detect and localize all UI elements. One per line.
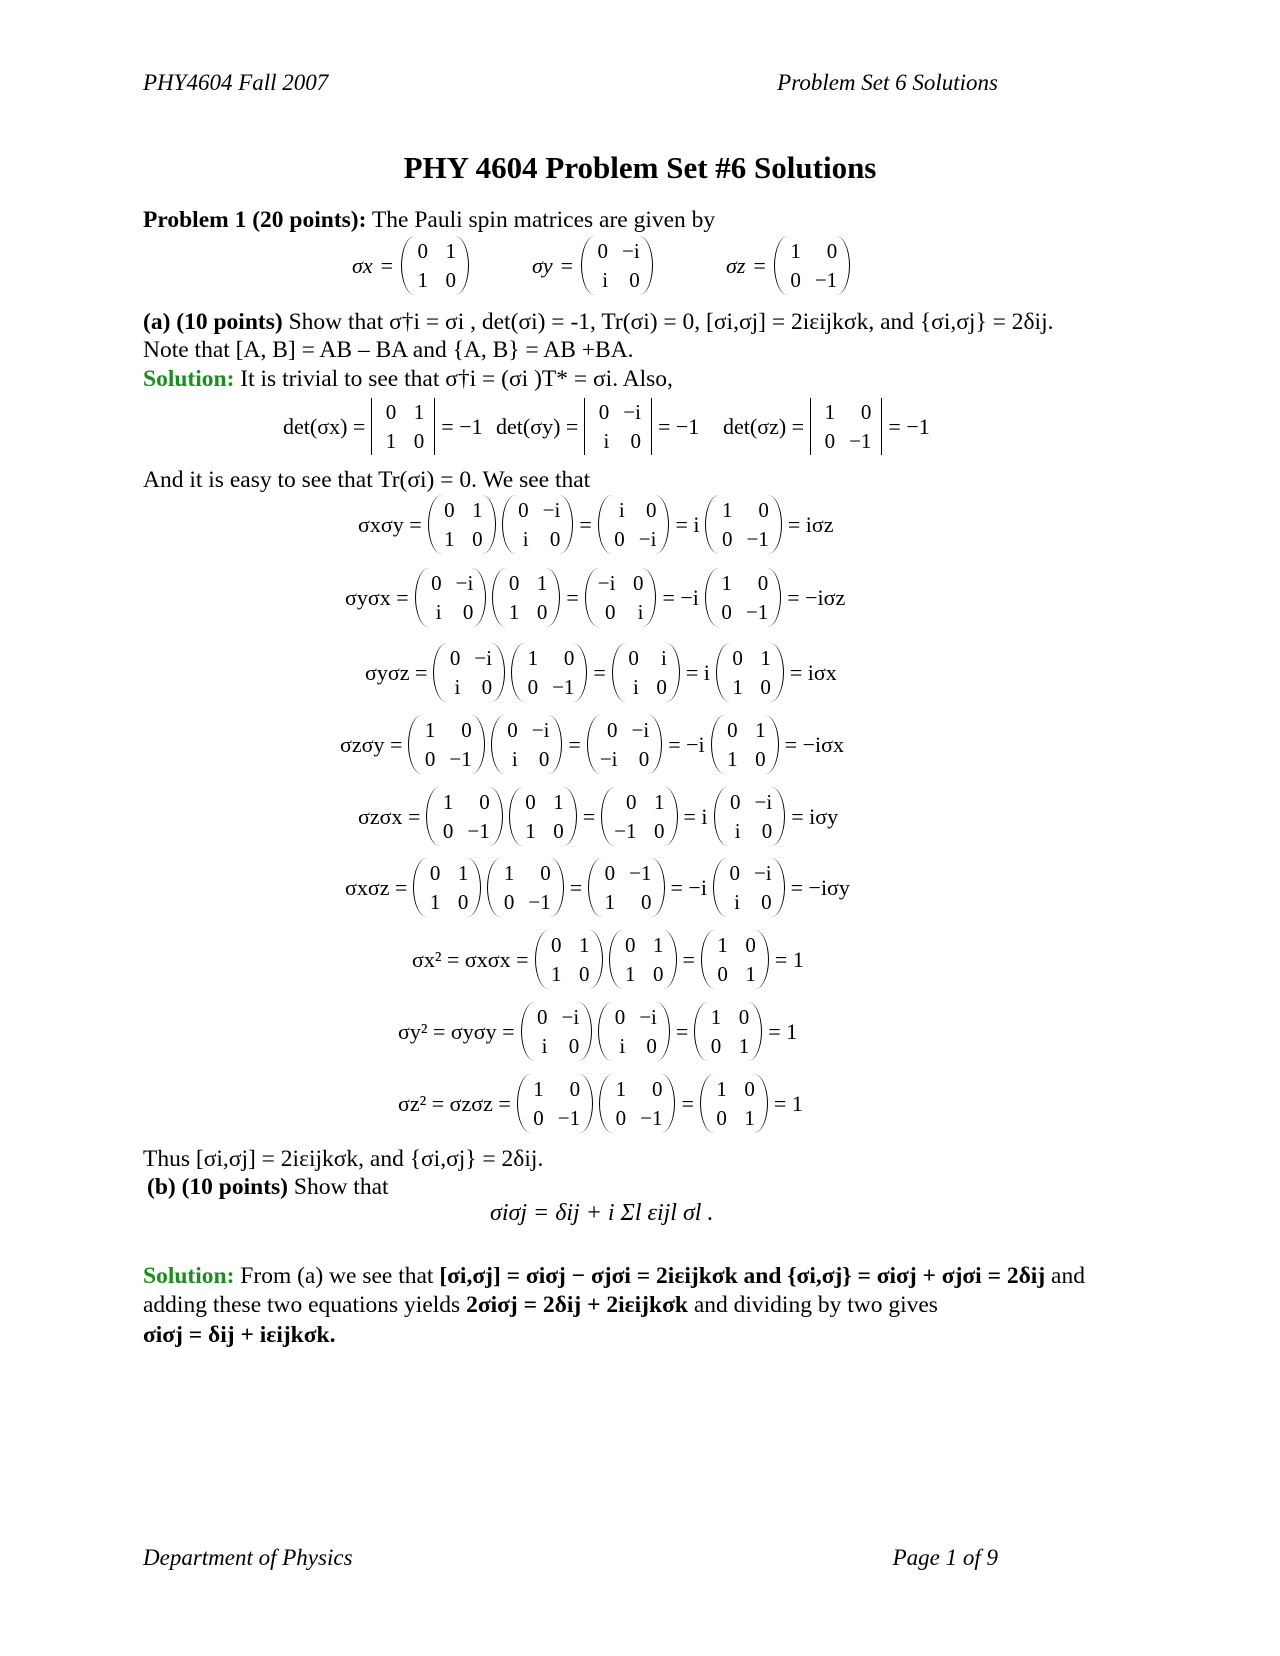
equals-sign: =	[681, 1090, 694, 1116]
matrix: 0 −i −i 0	[587, 715, 662, 774]
product-coef: = −i	[670, 874, 707, 900]
matrix: 0 1 1 0	[535, 930, 603, 989]
commutator-note: Note that [A, B] = AB – BA and {A, B} = AB +BA.	[143, 337, 634, 363]
det-rhs: = −1	[657, 413, 700, 439]
trace-text: And it is easy to see that Tr(σi) = 0. We see that	[143, 467, 591, 493]
matrix: 0 −i i 0	[491, 715, 563, 774]
pauli-matrix-y: σy = 0 −i i 0	[532, 236, 653, 295]
square-lhs: σx² = σxσx =	[412, 946, 529, 972]
product-lhs: σzσx =	[358, 803, 421, 829]
det-lhs: det(σz) =	[723, 413, 805, 439]
product-rhs: = iσz	[787, 511, 834, 537]
footer-left: Department of Physics	[143, 1545, 353, 1570]
matrix: 0 −1 1 0	[588, 858, 664, 917]
product-coef: = i	[675, 511, 700, 537]
det-rhs: = −1	[441, 413, 483, 439]
equals-sign: =	[682, 946, 695, 972]
matrix: 0 1 1 0	[711, 715, 779, 774]
square-lhs: σy² = σyσy =	[398, 1018, 515, 1044]
matrix: 0 −i i 0	[521, 1002, 593, 1061]
equals-sign: =	[566, 584, 579, 610]
square-rhs: = 1	[773, 1090, 803, 1116]
pauli-matrix-x: σx = 0 1 1 0	[352, 236, 469, 295]
problem-1-intro	[143, 206, 715, 235]
problem-1-text: The Pauli spin matrices are given by	[371, 207, 716, 233]
determinant-y	[496, 398, 699, 455]
matrix: 0 −i i 0	[598, 1002, 670, 1061]
part-b-text: Show that	[293, 1174, 389, 1200]
matrix: 0 1 1 0	[609, 930, 677, 989]
solution-b-line-2: adding these two equations yields 2σiσj = 2δij + 2iεijkσk and dividing by two gives	[143, 1292, 938, 1318]
product-lhs: σxσy =	[358, 511, 422, 537]
pauli-name: σx	[352, 252, 373, 278]
det-lhs: det(σy) =	[496, 413, 579, 439]
product-row	[340, 715, 844, 774]
square-rhs: = 1	[774, 946, 804, 972]
header-left: PHY4604 Fall 2007	[143, 70, 329, 95]
equals-sign: =	[579, 511, 592, 537]
matrix: 1 0 0 −1	[487, 858, 563, 917]
product-rhs: = iσy	[791, 803, 839, 829]
determinant-x	[283, 398, 483, 455]
matrix: 1 0 0 −1	[517, 1074, 593, 1133]
product-coef: = −i	[662, 584, 699, 610]
product-lhs: σxσz =	[345, 874, 408, 900]
page-title: PHY 4604 Problem Set #6 Solutions	[403, 150, 877, 185]
matrix: 1 0 0 1	[694, 1002, 762, 1061]
product-rhs: = −iσy	[790, 874, 850, 900]
solution-label: Solution:	[143, 1263, 235, 1289]
matrix: 0 −i i 0	[714, 787, 786, 846]
matrix: 1 0 0 −1	[511, 643, 587, 702]
equals-sign: =	[593, 659, 606, 685]
header-right: Problem Set 6 Solutions	[777, 70, 998, 95]
product-row	[345, 858, 850, 917]
matrix: 0 1 1 0	[492, 568, 560, 627]
product-coef: = i	[685, 659, 710, 685]
det-matrix: 1 0 0 −1	[810, 398, 882, 455]
product-lhs: σzσy =	[340, 731, 403, 757]
det-matrix: 0 −i i 0	[584, 398, 652, 455]
solution-a-text: It is trivial to see that σ†i = (σi )T* = σi. Also,	[240, 366, 673, 392]
matrix: 0 1 1 0	[401, 236, 469, 295]
square-rhs: = 1	[768, 1018, 798, 1044]
pauli-name: σz	[726, 252, 746, 278]
part-b-equation: σiσj = δij + i Σl εijl σl .	[490, 1200, 714, 1226]
matrix: −i 0 0 i	[585, 568, 657, 627]
part-a-text: Show that σ†i = σi , det(σi) = -1, Tr(σi) = 0, [σi,σj] = 2iεijkσk, and {σi,σj} = 2δij.	[288, 309, 1054, 335]
product-rhs: = −iσz	[787, 584, 846, 610]
square-row	[398, 1074, 803, 1133]
det-matrix: 0 1 1 0	[371, 398, 435, 455]
equals-sign: =	[569, 874, 583, 900]
product-rhs: = iσx	[789, 659, 837, 685]
product-row	[345, 568, 845, 627]
det-rhs: = −1	[888, 413, 930, 439]
solution-b-final: σiσj = δij + iεijkσk.	[143, 1322, 336, 1348]
matrix: 1 0 0 1	[700, 1074, 768, 1133]
matrix: 0 1 1 0	[716, 643, 784, 702]
product-coef: = i	[683, 803, 708, 829]
matrix: 1 0 0 −1	[705, 568, 781, 627]
matrix: 0 −i i 0	[502, 495, 574, 554]
matrix: 1 0 0 −1	[774, 236, 850, 295]
thus-text: Thus [σi,σj] = 2iεijkσk, and {σi,σj} = 2δij.	[143, 1146, 544, 1172]
product-rhs: = −iσx	[784, 731, 844, 757]
matrix: 0 −i i 0	[433, 643, 505, 702]
pauli-matrix-z: σz = 1 0 0 −1	[726, 236, 850, 295]
equals-sign: =	[568, 731, 581, 757]
square-row	[412, 930, 804, 989]
matrix: 1 0 0 −1	[408, 715, 484, 774]
matrix: 0 1 1 0	[413, 858, 481, 917]
square-lhs: σz² = σzσz =	[398, 1090, 511, 1116]
problem-1-label: Problem 1 (20 points):	[143, 207, 367, 233]
equals-sign: =	[675, 1018, 689, 1044]
matrix: 0 −i i 0	[415, 568, 487, 627]
determinant-z	[723, 398, 930, 455]
matrix: 0 1 1 0	[428, 495, 496, 554]
product-coef: = −i	[668, 731, 705, 757]
matrix: 1 0 0 1	[701, 930, 769, 989]
equals-sign: =	[582, 803, 596, 829]
matrix: 0 −i i 0	[581, 236, 653, 295]
solution-label: Solution:	[143, 366, 235, 392]
matrix: 1 0 0 −1	[705, 495, 781, 554]
matrix: 0 i i 0	[612, 643, 680, 702]
part-b-statement	[147, 1173, 389, 1202]
matrix: 0 −i i 0	[713, 858, 785, 917]
part-a-statement	[143, 308, 1054, 337]
matrix: 0 1 −1 0	[601, 787, 677, 846]
solution-a-line	[143, 365, 673, 394]
part-b-label: (b) (10 points)	[147, 1174, 289, 1200]
product-row	[358, 787, 838, 846]
product-row	[358, 495, 833, 554]
product-row	[365, 643, 837, 702]
product-lhs: σyσx =	[345, 584, 409, 610]
product-lhs: σyσz =	[365, 659, 428, 685]
matrix: 0 1 1 0	[509, 787, 577, 846]
matrix: 1 0 0 −1	[426, 787, 502, 846]
det-lhs: det(σx) =	[283, 413, 366, 439]
pauli-name: σy	[532, 252, 553, 278]
square-row	[398, 1002, 797, 1061]
footer-right: Page 1 of 9	[892, 1545, 998, 1570]
solution-b-line-1: Solution: From (a) we see that [σi,σj] = σiσj − σjσi = 2iεijkσk and {σi,σj} = σiσj + σjσi = 2δij and	[143, 1263, 1085, 1289]
part-a-label: (a) (10 points)	[143, 309, 283, 335]
matrix: 1 0 0 −1	[599, 1074, 675, 1133]
matrix: i 0 0 −i	[598, 495, 670, 554]
